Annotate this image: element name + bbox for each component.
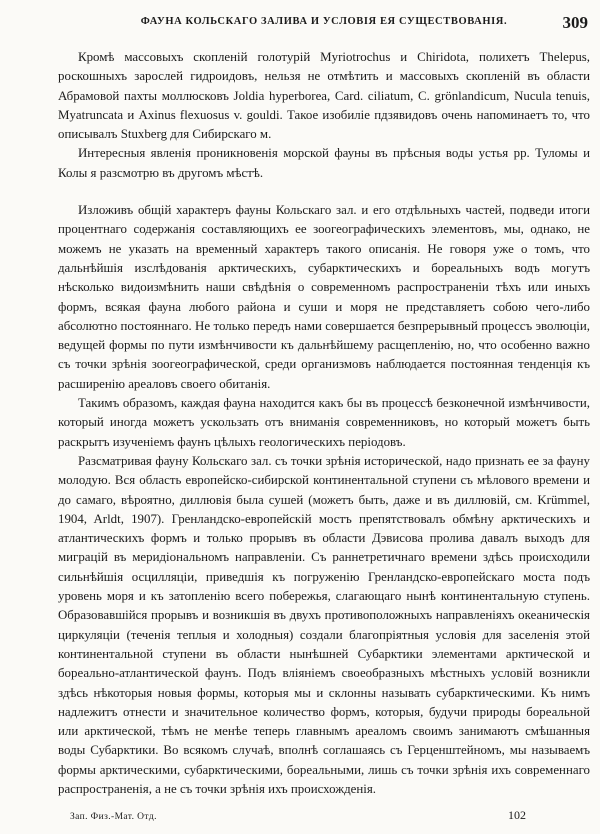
paragraph-general-character: Изложивъ общій характеръ фауны Кольскаго зал. и его отдѣльныхъ частей, подведи итоги процентнаго содержанія составляющихъ ее зоогеографическихъ элементовъ, мы, однако, не можемъ не указать на временный характеръ такого описанія. Не говоря уже о томъ, что дальнѣйшія изслѣдованія арктическихъ, субарктическихъ и бореальныхъ водъ могутъ нѣсколько видоизмѣнить наши свѣдѣнія о современномъ распространеніи тѣхъ или иныхъ формъ, всякая фауна любого района и суши и моря не представляетъ собою чего-либо абсолютно постояннаго. Не только передъ нами совершается безпрерывный процессъ эволюціи, ведущей формы по пути измѣнчивости къ дальнѣйшему расщепленію, но, что особенно важно съ точки зрѣнія зоогеографической, среди организмовъ наблюдается постоянная тенденція къ расширенію ареаловъ своего обитанія. (58, 203, 590, 391)
paragraph-freshwater-penetration: Интересныя явленія проникновенія морской фауны въ прѣсныя воды устья рр. Туломы и Колы я разсмотрю въ другомъ мѣстѣ. (58, 146, 590, 180)
paragraph-fauna-accumulations: Кромѣ массовыхъ скопленій голотурій Myriotrochus и Chiridota, полихетъ Thelepus, роскошныхъ зарослей гидроидовъ, нельзя не отмѣтить и массовыхъ скопленій въ области Абрамовой пахты моллюсковъ Joldia hyperborea, Card. ciliatum, C. grönlandicum, Nucula tenuis, Myatruncata и Axinus flexuosus v. gouldi. Такое изобиліе пдзявидовъ очень напоминаетъ то, что описывалъ Stuxberg для Сибирскаго м. (58, 50, 590, 142)
page-number: 309 (562, 13, 588, 32)
footer-series-title: Зап. Физ.-Мат. Отд. (70, 812, 157, 822)
footer-signature-number: 102 (508, 808, 526, 822)
running-header: ФАУНА КОЛЬСКАГО ЗАЛИВА И УСЛОВІЯ ЕЯ СУЩЕСТВОВАНІЯ. (140, 16, 508, 27)
paragraph-variability: Такимъ образомъ, каждая фауна находится какъ бы въ процессѣ безконечной измѣнчивости, который иногда можетъ ускользать отъ вниманія современниковъ, но который можетъ быть раскрытъ изученіемъ фаунъ цѣлыхъ геологическихъ періодовъ. (58, 396, 590, 449)
paragraph-historical-view: Разсматривая фауну Кольскаго зал. съ точки зрѣнія исторической, надо признать ее за фауну молодую. Вся область европейско-сибирской континентальной ступени съ мѣлового времени и до самаго, вѣроятно, диллювія была сушей (можетъ быть, даже и въ диллювій, см. Krümmel, 1904, Arldt, 1907). Гренландско-европейскій мостъ препятствовалъ обмѣну арктическихъ и атлантическихъ формъ и только прорывъ въ области Дэвисова пролива давалъ выходъ для миграцій въ меридіональномъ направленіи. Съ раннетретичнаго времени здѣсь происходили сильнѣйшія осцилляціи, приведшія къ погруженію Гренландско-европейскаго моста подъ уровень моря и къ затопленію всего побережья, слагающаго нынѣ континентальную ступень. Образовавшійся прорывъ и возникшія въ двухъ противоположныхъ направленіяхъ океаническія циркуляціи (теченія теплыя и холодныя) создали благопріятныя условія для заселенія этой континентальной ступени въ области нынѣшней Субарктики элементами арктической и бореально-атлантической фаунъ. Подъ вліяніемъ своеобразныхъ мѣстныхъ условій возникли здѣсь нѣкоторыя новыя формы, которыя мы и склонны называть субарктическими. Къ нимъ надлежитъ отнести и значительное количество формъ, которыя, будучи природы бореальной или арктической, тѣмъ не менѣе теперь главнымъ ареаломъ своимъ занимаютъ смѣшанныя воды Субарктики. Во всякомъ случаѣ, вполнѣ соглашаясь съ Герценштейномъ, мы называемъ формы арктическими, субарктическими, бореальными, лишь съ точки зрѣнія ихъ современнаго распространенія, а не съ точки зрѣнія ихъ происхожденія. (58, 453, 590, 796)
body-text (58, 48, 590, 799)
